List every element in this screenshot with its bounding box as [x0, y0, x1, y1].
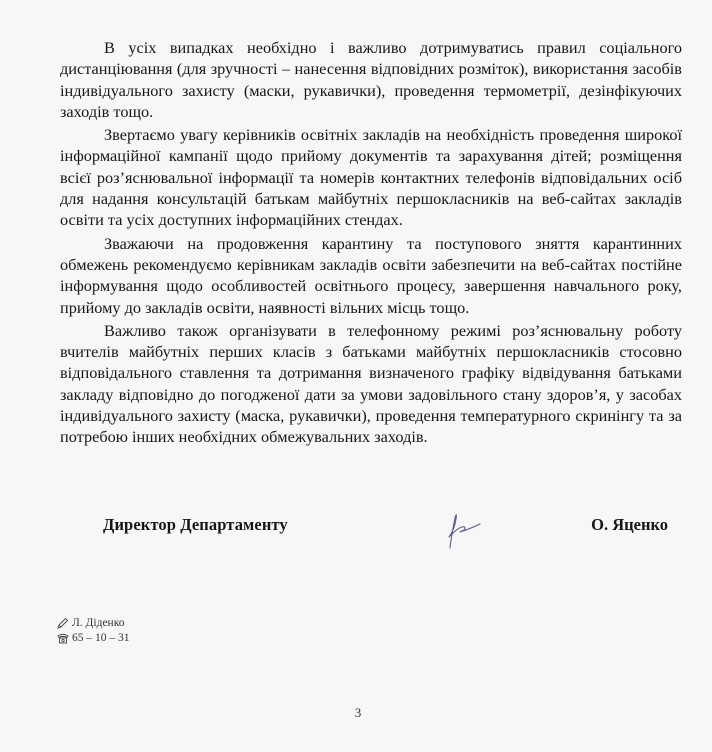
paragraph-information-campaign: Звертаємо увагу керівників освітніх закладів на необхідність проведення широкої інформаційної кампанії щодо прийому документів та зарахування дітей; розміщення всієї роз’яснювальної інформації та номерів контактних телефонів відповідальних осіб для надання консультацій батькам майбутніх першокласників на веб-сайтах закладів освіти та усіх доступних інформаційних стендах.: [60, 125, 682, 230]
pencil-icon: [57, 617, 69, 629]
signatory-name: О. Яценко: [591, 515, 668, 534]
handwritten-signature: [436, 508, 484, 552]
phone-contact: [57, 632, 130, 644]
phone-number: 65 – 10 – 31: [72, 632, 130, 644]
executor-contact: [57, 617, 124, 629]
telephone-icon: [57, 632, 69, 644]
paragraph-social-distancing: В усіх випадках необхідно і важливо дотримуватись правил соціального дистанціювання (для зручності – нанесення відповідних розміток), використання засобів індивідуального захисту (маски, рукавички), проведення термометрії, дезінфікуючих заходів тощо.: [60, 38, 682, 121]
executor-name: Л. Діденко: [72, 617, 125, 629]
paragraph-phone-explanation: Важливо також організувати в телефонному режимі роз’яснювальну роботу вчителів майбутніх перших класів з батьками майбутніх першокласників стосовно відповідального ставлення та дотримання визначеного графіку відвідування батьками закладу відповідно до погодженої дати за умови задовільного стану здоров’я, у засобах індивідуального захисту (маска, рукавички), проведення температурного скринінгу та за потребою інших необхідних обмежувальних заходів.: [60, 320, 682, 447]
signatory-title: Директор Департаменту: [103, 515, 288, 534]
letter-body: [60, 37, 682, 450]
paragraph-website-informing: Зважаючи на продовження карантину та поступового зняття карантинних обмежень рекомендуємо керівникам закладів освіти забезпечити на веб-сайтах постійне інформування щодо особливостей освітнього процесу, завершення навчального року, прийому до закладів освіти, наявності вільних місць тощо.: [60, 233, 682, 317]
page-number: 3: [354, 705, 362, 720]
